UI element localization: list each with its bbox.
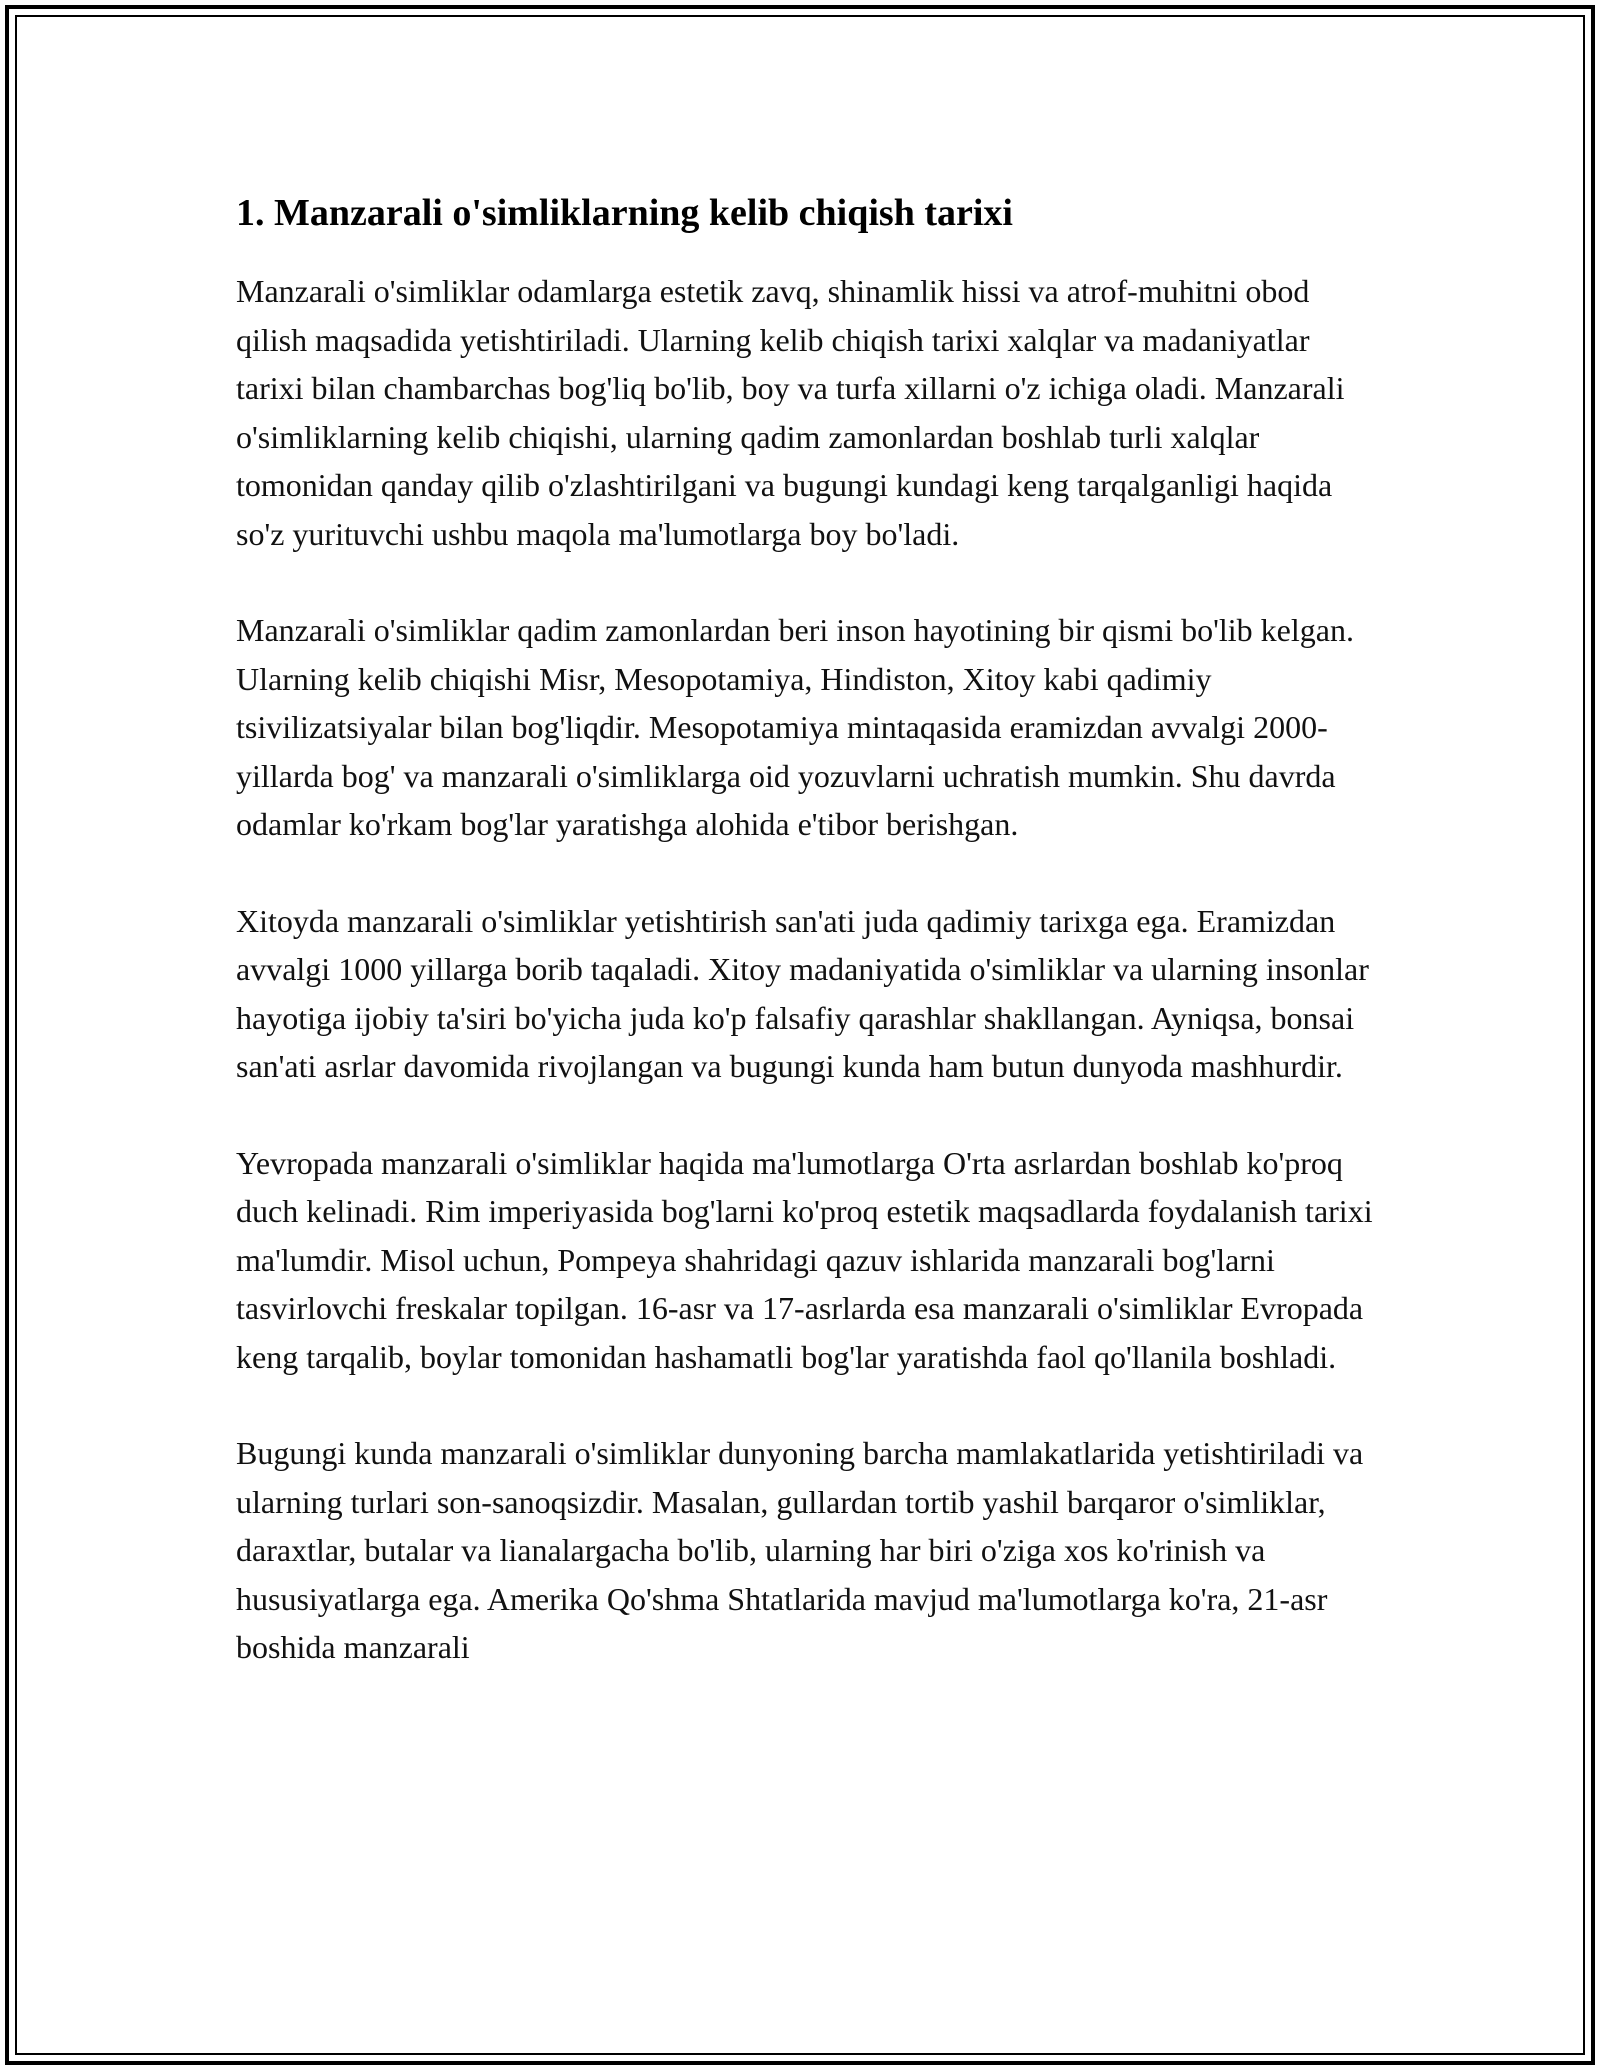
- paragraph-5: Bugungi kunda manzarali o'simliklar dunyoning barcha mamlakatlarida yetishtiriladi va ularning turlari son-sanoqsizdir. Masalan, gullardan tortib yashil barqaror o'simliklar, daraxtlar, butalar va lianalargacha bo'lib, ularning har biri o'ziga xos ko'rinish va hususiyatlarga ega. Amerika Qo'shma Shtatlarida mavjud ma'lumotlarga ko'ra, 21-asr boshida manzarali: [236, 1435, 1364, 1665]
- document-body: [236, 185, 1376, 1720]
- paragraph-4: Yevropada manzarali o'simliklar haqida ma'lumotlarga O'rta asrlardan boshlab ko'proq duch kelinadi. Rim imperiyasida bog'larni ko'proq estetik maqsadlarda foydalanish tarixi ma'lumdir. Misol uchun, Pompeya shahridagi qazuv ishlarida manzarali bog'larni tasvirlovchi freskalar topilgan. 16-asr va 17-asrlarda esa manzarali o'simliklar Evropada keng tarqalib, boylar tomonidan hashamatli bog'lar yaratishda faol qo'llanila boshladi.: [236, 1144, 1373, 1375]
- paragraph-2: Manzarali o'simliklar qadim zamonlardan beri inson hayotining bir qismi bo'lib kelgan. Ularning kelib chiqishi Misr, Mesopotamiya, Hindiston, Xitoy kabi qadimiy tsivilizatsiyalar bilan bog'liqdir. Mesopotamiya mintaqasida eramizdan avvalgi 2000-yillarda bog' va manzarali o'simliklarga oid yozuvlarni uchratish mumkin. Shu davrda odamlar ko'rkam bog'lar yaratishga alohida e'tibor berishgan.: [236, 612, 1354, 842]
- section-title: 1. Manzarali o'simliklarning kelib chiqish tarixi: [236, 192, 1013, 234]
- paragraph-1: Manzarali o'simliklar odamlarga estetik zavq, shinamlik hissi va atrof-muhitni obod qilish maqsadida yetishtiriladi. Ularning kelib chiqish tarixi xalqlar va madaniyatlar tarixi bilan chambarchas bog'liq bo'lib, boy va turfa xillarni o'z ichiga oladi. Manzarali o'simliklarning kelib chiqishi, ularning qadim zamonlardan boshlab turli xalqlar tomonidan qanday qilib o'zlashtirilgani va bugungi kundagi keng tarqalganligi haqida so'z yurituvchi ushbu maqola ma'lumotlarga boy bo'ladi.: [236, 273, 1345, 552]
- paragraph-3: Xitoyda manzarali o'simliklar yetishtirish san'ati juda qadimiy tarixga ega. Eramizdan avvalgi 1000 yillarga borib taqaladi. Xitoy madaniyatida o'simliklar va ularning insonlar hayotiga ijobiy ta'siri bo'yicha juda ko'p falsafiy qarashlar shakllangan. Ayniqsa, bonsai san'ati asrlar davomida rivojlangan va bugungi kunda ham butun dunyoda mashhurdir.: [236, 902, 1369, 1084]
